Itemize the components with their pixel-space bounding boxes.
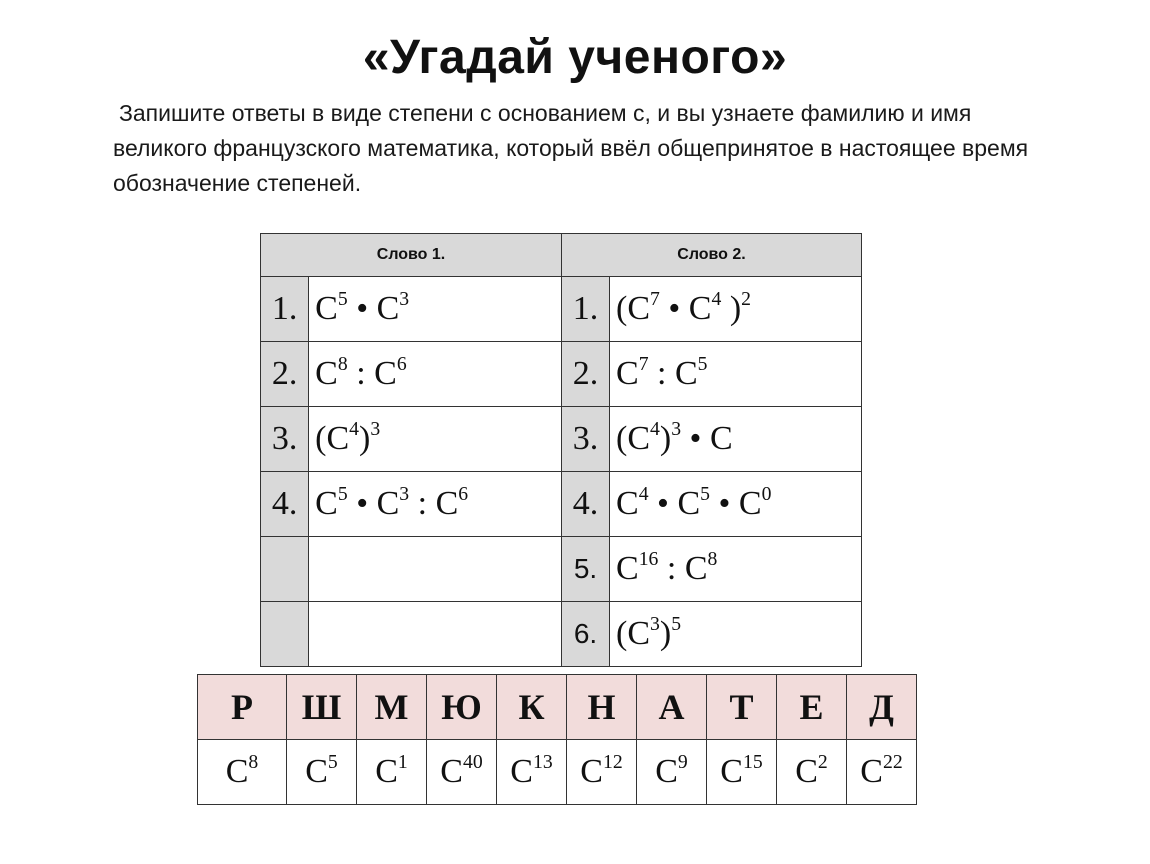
key-letter-cell: Д [847,675,917,740]
instructions-content: Запишите ответы в виде степени с основанием с, и вы узнаете фамилию и имя великого французского математика, который ввёл общепринятое в настоящее время обозначение степеней. [113,100,1029,196]
word1-number-cell [261,602,309,667]
header-word-1: Слово 1. [261,234,562,277]
key-power-value: $C^{13}$ [510,750,553,790]
word2-number-cell: 1. [562,277,610,342]
key-letter-cell: Р [198,675,287,740]
word1-number-cell: 2. [261,342,309,407]
key-power-cell [427,740,497,805]
key-power-cell [847,740,917,805]
header-word-2: Слово 2. [562,234,862,277]
word2-number-cell: 5. [562,537,610,602]
word1-expression-cell: $C^8$ : $C^6$ [309,342,562,407]
word2-expression-cell: $(C^4)^3$ • C [610,407,862,472]
word1-expression-cell [309,602,562,667]
key-power-cell [497,740,567,805]
key-power-value: $C^8$ [225,750,259,790]
word1-expression-cell: $C^5$ • $C^3$ : $C^6$ [309,472,562,537]
word2-expression-cell: $C^7$ : $C^5$ [610,342,862,407]
task-row [261,277,862,342]
task-header-row [261,234,862,277]
page-title: «Угадай ученого» [362,31,788,84]
key-power-cell [357,740,427,805]
key-power-cell [567,740,637,805]
word2-expression-cell: $C^4$ • $C^5$ • $C^0$ [610,472,862,537]
word2-number-cell: 2. [562,342,610,407]
task-body [261,277,862,667]
key-letter-cell: Н [567,675,637,740]
key-power-cell [777,740,847,805]
word2-expression-cell: $(C^3)^5$ [610,602,862,667]
key-power-cell [198,740,287,805]
key-letter-cell: М [357,675,427,740]
key-power-value: $C^{15}$ [720,750,763,790]
instructions-text [113,96,1053,201]
key-power-value: $C^{40}$ [440,750,483,790]
task-row [261,342,862,407]
key-power-value: $C^2$ [795,750,828,790]
word1-number-cell: 3. [261,407,309,472]
key-power-value: $C^{22}$ [860,750,903,790]
key-letter-cell: К [497,675,567,740]
key-power-cell [637,740,707,805]
task-row [261,472,862,537]
key-letter-cell: Ш [287,675,357,740]
key-letter-cell: Ю [427,675,497,740]
task-row [261,537,862,602]
letters-row [198,675,917,740]
key-power-cell [287,740,357,805]
word2-expression-cell: ($C^7$ • $C^4$ )$^2$ [610,277,862,342]
word2-number-cell: 6. [562,602,610,667]
powers-row [198,740,917,805]
word2-number-cell: 4. [562,472,610,537]
key-letter-cell: Е [777,675,847,740]
key-power-value: $C^9$ [655,750,688,790]
word2-expression-cell: $C^{16}$ : $C^8$ [610,537,862,602]
answer-key-table [197,674,917,805]
task-row [261,407,862,472]
task-row [261,602,862,667]
key-power-value: $C^{12}$ [580,750,623,790]
word1-expression-cell [309,537,562,602]
word1-number-cell: 1. [261,277,309,342]
word1-number-cell [261,537,309,602]
key-power-value: $C^1$ [375,750,408,790]
word1-expression-cell: $(C^4)^3$ [309,407,562,472]
key-power-cell [707,740,777,805]
word1-expression-cell: $C^5$ • $C^3$ [309,277,562,342]
word1-number-cell: 4. [261,472,309,537]
key-letter-cell: Т [707,675,777,740]
task-table [260,233,862,667]
word2-number-cell: 3. [562,407,610,472]
key-power-value: $C^5$ [305,750,338,790]
key-letter-cell: А [637,675,707,740]
